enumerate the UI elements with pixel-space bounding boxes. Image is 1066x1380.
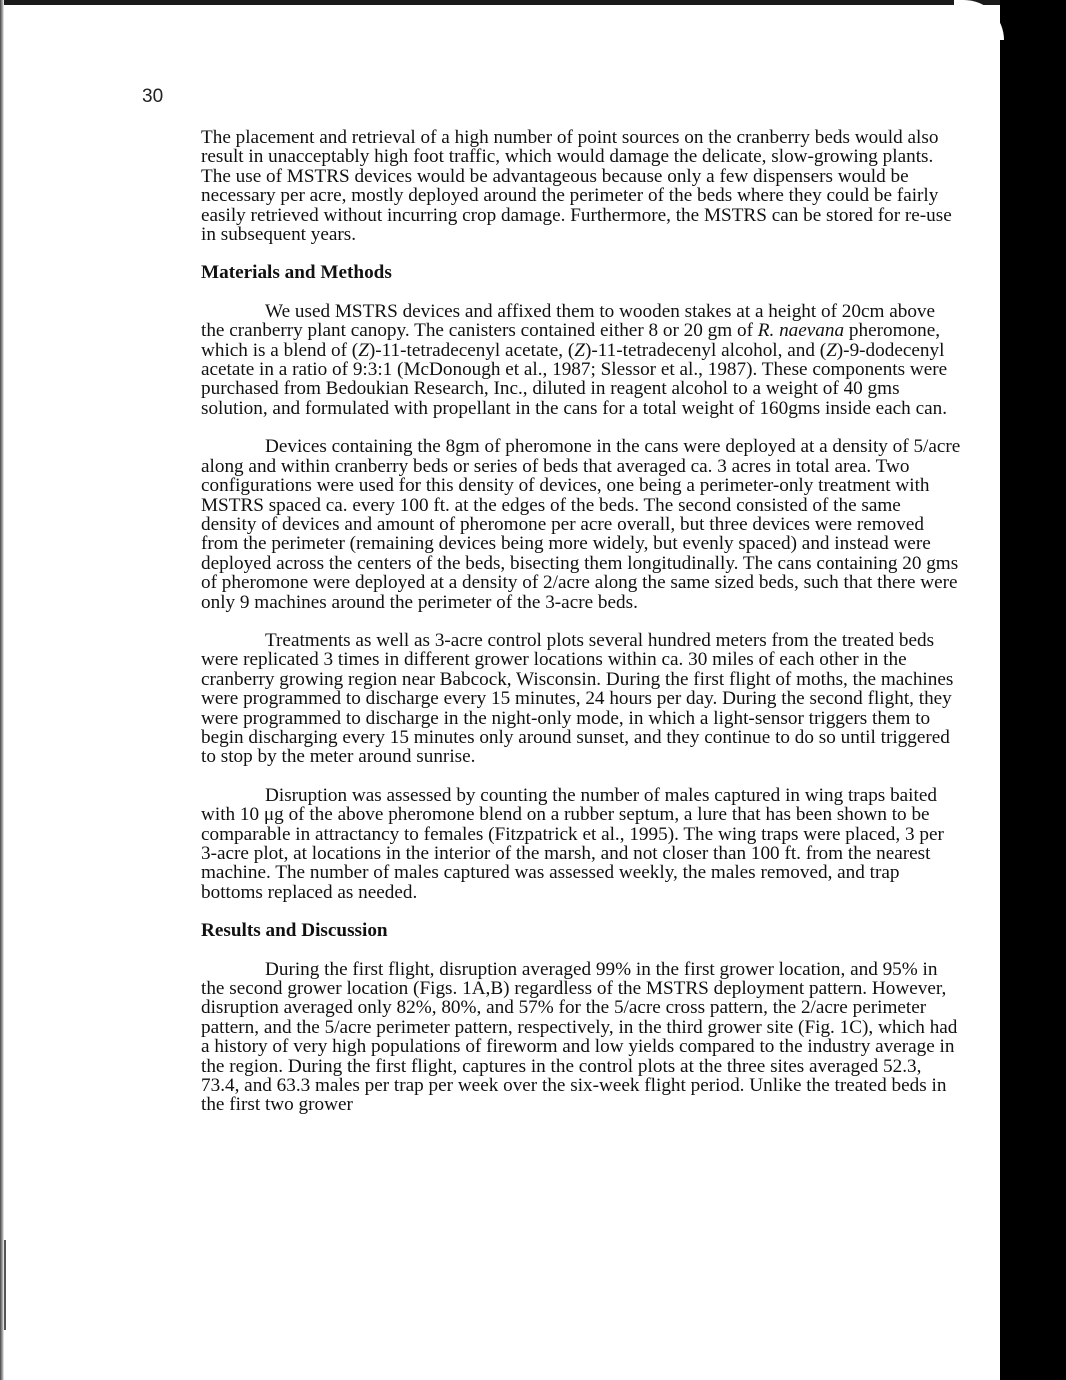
- methods-paragraph-4: Disruption was assessed by counting the number of males captured in wing traps baited with 10 μg of the above pheromone blend on a rubber septum, a lure that has been shown to be comparable in attractancy to females (Fitzpatrick et al., 1995). The wing traps were placed, 3 per 3-acre plot, at locations in the interior of the marsh, and not closer than 100 ft. from the nearest machine. The number of males captured was assessed weekly, the males removed, and trap bottoms replaced as needed.: [201, 784, 944, 903]
- scan-edge-right: [1000, 0, 1066, 1380]
- section-heading-methods: Materials and Methods: [201, 262, 392, 284]
- methods-paragraph-3: Treatments as well as 3-acre control plots several hundred meters from the treated beds were replicated 3 times in different grower locations within ca. 30 miles of each other in the cranberry growing region near Babcock, Wisconsin. During the first flight of moths, the machines were programmed to discharge every 15 minutes, 24 hours per day. During the second flight, they were programmed to discharge in the night-only mode, in which a light-sensor triggers them to begin discharging every 15 minutes only around sunset, and they continue to do so until triggered to stop by the meter around sunrise.: [201, 629, 954, 768]
- methods-paragraph-1: We used MSTRS devices and affixed them to wooden stakes at a height of 20cm above the cranberry plant canopy. The canisters contained either 8 or 20 gm of R. naevana pheromone, which is a blend of (Z)-11-tetradecenyl acetate, (Z)-11-tetradecenyl alcohol, and (Z)-9-dodecenyl acetate in a ratio of 9:3:1 (McDonough et al., 1987; Slessor et al., 1987). These components were purchased from Bedoukian Research, Inc., diluted in reagent alcohol to a weight of 40 gms solution, and formulated with propellant in the cans for a total weight of 160gms inside each can.: [201, 300, 948, 419]
- section-heading-results: Results and Discussion: [201, 920, 388, 942]
- scan-edge-mark: [4, 1240, 6, 1330]
- scan-edge-top: [0, 0, 1010, 5]
- page-number: 30: [142, 86, 164, 107]
- scan-edge-left: [0, 0, 4, 1380]
- page-corner-curve: [954, 0, 1004, 40]
- methods-paragraph-2: Devices containing the 8gm of pheromone in the cans were deployed at a density of 5/acre along and within cranberry beds or series of beds that averaged ca. 3 acres in total area. Two configurations were used for this density of devices, one being a perimeter-only treatment with MSTRS spaced ca. every 100 ft. at the edges of the beds. The second consisted of the same density of devices and amount of pheromone per acre overall, but three devices were removed from the perimeter (remaining devices being more widely, but evenly spaced) and instead were deployed across the centers of the beds, bisecting them longitudinally. The cans containing 20 gms of pheromone were deployed at a density of 2/acre along the same sized beds, such that there were only 9 machines around the perimeter of the 3-acre beds.: [201, 436, 961, 613]
- results-paragraph-1: During the first flight, disruption averaged 99% in the first grower location, and 95% in the second grower location (Figs. 1A,B) regardless of the MSTRS deployment pattern. However, disruption averaged only 82%, 80%, and 57% for the 5/acre cross pattern, the 2/acre perimeter pattern, and the 5/acre perimeter pattern, respectively, in the third grower site (Fig. 1C), which had a history of very high populations of fireworm and low yields compared to the industry average in the region. During the first flight, captures in the control plots at the three sites averaged 52.3, 73.4, and 63.3 males per trap per week over the six-week flight period. Unlike the treated beds in the first two grower: [201, 958, 958, 1116]
- intro-paragraph: The placement and retrieval of a high number of point sources on the cranberry beds would also result in unacceptably high foot traffic, which would damage the delicate, slow-growing plants. The use of MSTRS devices would be advantageous because only a few dispensers would be necessary per acre, mostly deployed around the perimeter of the beds where they could be fairly easily retrieved without incurring crop damage. Furthermore, the MSTRS can be stored for re-use in subsequent years.: [201, 127, 952, 246]
- page-body: [201, 128, 961, 1115]
